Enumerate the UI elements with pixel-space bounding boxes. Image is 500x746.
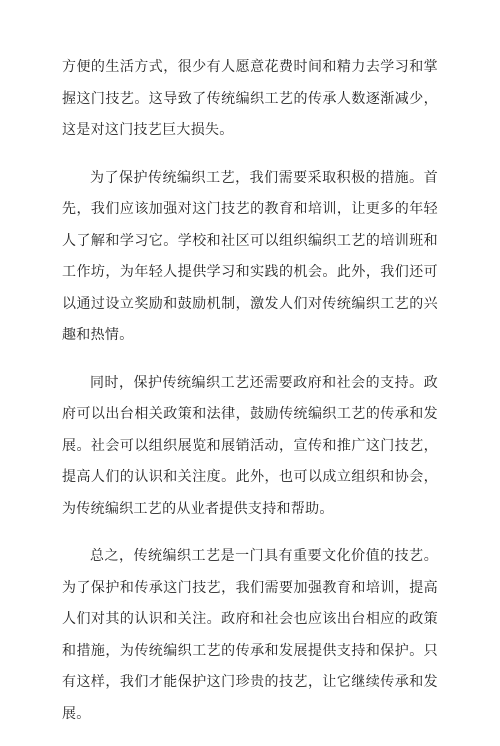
document-body bbox=[62, 52, 438, 746]
paragraph-protection-measures: 为了保护传统编织工艺，我们需要采取积极的措施。首先，我们应该加强对这门技艺的教育和培训，让更多的年轻人了解和学习它。学校和社区可以组织编织工艺的培训班和工作坊，为年轻人提供学习和实践的机会。此外，我们还可以通过设立奖励和鼓励机制，激发人们对传统编织工艺的兴趣和热情。 bbox=[62, 169, 438, 343]
paragraph-conclusion: 总之，传统编织工艺是一门具有重要文化价值的技艺。为了保护和传承这门技艺，我们需要加强教育和培训，提高人们对其的认识和关注。政府和社会也应该出台相应的政策和措施，为传统编织工艺的传承和发展提供支持和保护。只有这样，我们才能保护这门珍贵的技艺，让它继续传承和发展。 bbox=[62, 548, 438, 722]
paragraph-continuation: 方便的生活方式，很少有人愿意花费时间和精力去学习和掌握这门技艺。这导致了传统编织工艺的传承人数逐渐减少，这是对这门技艺巨大损失。 bbox=[62, 59, 438, 138]
paragraph-government-support: 同时，保护传统编织工艺还需要政府和社会的支持。政府可以出台相关政策和法律，鼓励传统编织工艺的传承和发展。社会可以组织展览和展销活动，宣传和推广这门技艺，提高人们的认识和关注度。此外，也可以成立组织和协会，为传统编织工艺的从业者提供支持和帮助。 bbox=[62, 374, 438, 517]
